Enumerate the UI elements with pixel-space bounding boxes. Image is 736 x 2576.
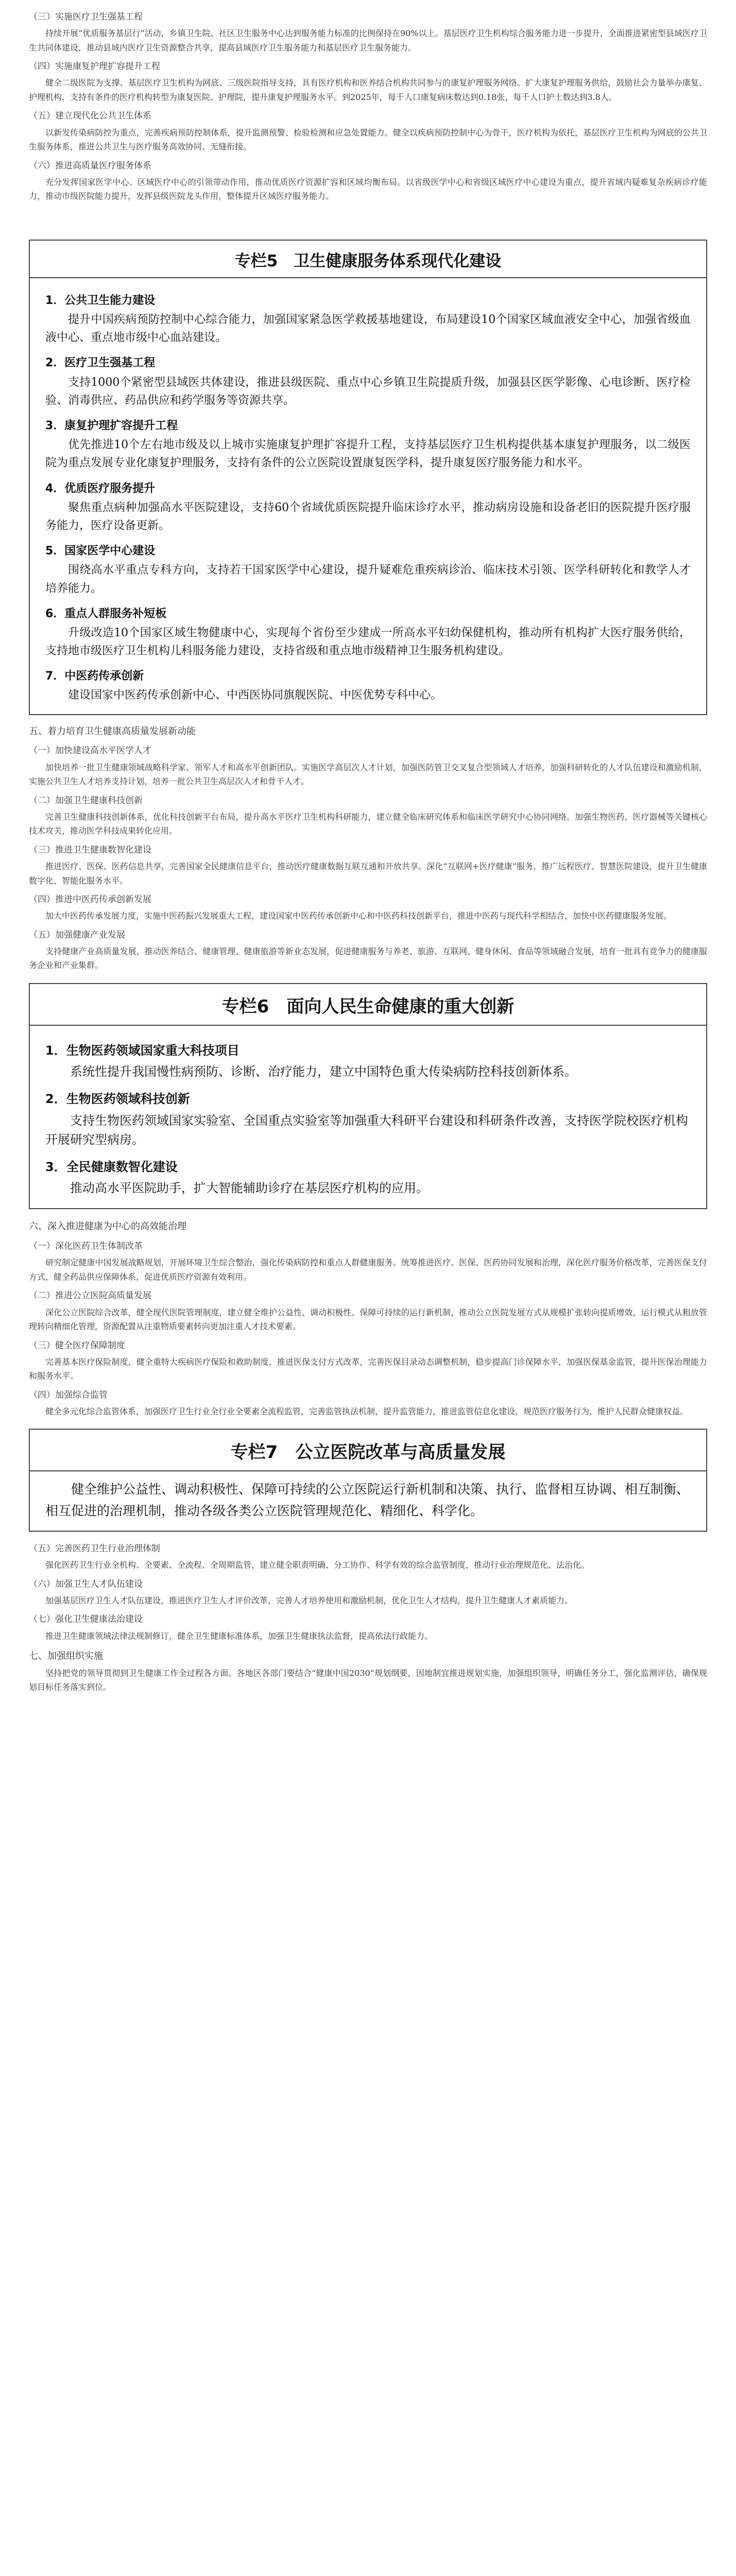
section-heading: （三）健全医疗保障制度: [29, 1340, 125, 1351]
section-heading: （六）加强卫生人才队伍建设: [29, 1579, 143, 1589]
body-paragraph: 深化公立医院综合改革，健全现代医院管理制度，建立健全维护公益性、调动积极性、保障可持续的运行新机制，推动公立医院发展方式从规模扩张转向提质增效，运行模式从粗放管理转向精细化管理，资源配置从注重物质要素转向更加注重人才技术要素。: [29, 1307, 707, 1332]
column-item-text: 推动高水平医院助手，扩大智能辅助诊疗在基层医疗机构的应用。: [70, 1181, 429, 1196]
body-paragraph: 强化医药卫生行业全机构、全要素、全流程、全周期监管，建立健全职责明确、分工协作、科学有效的综合监管制度，推动行业治理规范化、法治化。: [45, 1560, 590, 1570]
column-box-6-body: [30, 1026, 706, 1208]
body-paragraph: 加强基层医疗卫生人才队伍建设，推进医疗卫生人才评价改革，完善人才培养使用和激励机制，优化卫生人才结构，提升卫生健康人才素质能力。: [45, 1595, 573, 1605]
section-heading: （三）实施医疗卫生强基工程: [29, 12, 143, 22]
section-heading: （六）推进高质量医疗服务体系: [29, 160, 151, 171]
column-item-title: 3．全民健康数智化建设: [45, 1159, 178, 1174]
section-heading: （七）强化卫生健康法治建设: [29, 1614, 143, 1625]
column-item-text: 围绕高水平重点专科方向，支持若干国家医学中心建设，提升疑难危重疾病诊治、临床技术引领、医学科研转化和教学人才培养能力。: [45, 564, 691, 595]
section-heading: （五）加强健康产业发展: [29, 929, 125, 940]
section-heading: （四）实施康复护理扩容提升工程: [29, 61, 160, 72]
section-heading: （二）加强卫生健康科技创新: [29, 795, 143, 806]
section-group-mid: [29, 724, 707, 973]
column-item-title: 2．医疗卫生强基工程: [45, 357, 156, 370]
column-item-text: 提升中国疾病预防控制中心综合能力，加强国家紧急医学救援基地建设，布局建设10个国家区域血液安全中心，加强省级血液中心、重点地市级中心血站建设。: [45, 313, 691, 345]
section-heading: 六、深入推进健康为中心的高效能治理: [29, 1221, 186, 1232]
column-box-6-title: 专栏6 面向人民生命健康的重大创新: [30, 984, 706, 1026]
body-paragraph: 加大中医药传承发展力度，实施中医药振兴发展重大工程，建设国家中医药传承创新中心和中医药科技创新平台，推进中医药与现代科学相结合，加快中医药健康服务发展。: [45, 911, 672, 921]
body-paragraph: 健全二级医院为支撑、基层医疗卫生机构为网底、三级医院指导支持，具有医疗机构和医养结合机构共同参与的康复护理服务网络。扩大康复护理服务供给，鼓励社会力量举办康复、护理机构，支持有条件的医疗机构转型为康复医院、护理院，提升康复护理服务水平。到2025年，每千人口康复病床数达到0.18张，每千人口护士数达到3.8人。: [29, 78, 707, 102]
column-item-title: 6．重点人群服务补短板: [45, 607, 167, 620]
column-box-6: [29, 983, 707, 1209]
column-item-title: 4．优质医疗服务提升: [45, 482, 156, 495]
body-paragraph: 健全多元化综合监管体系，加强医疗卫生行业全行业全要素全流程监管，完善监管执法机制，提升监管能力，推进监管信息化建设，规范医疗服务行为，维护人民群众健康权益。: [45, 1406, 689, 1416]
column-item-text: 建设国家中医药传承创新中心、中西医协同旗舰医院、中医优势专科中心。: [68, 689, 442, 702]
column-item-text: 支持1000个紧密型县域医共体建设，推进县级医院、重点中心乡镇卫生院提质升级，加强县区医学影像、心电诊断、医疗检验、消毒供应、药品供应和药学服务等资源共享。: [45, 376, 691, 407]
column-item-text: 聚焦重点病种加强高水平医院建设，支持60个省域优质医院提升临床诊疗水平，推动病房设施和设备老旧的医院提升医疗服务能力，医疗设备更新。: [45, 501, 691, 532]
column-item-title: 1．生物医药领域国家重大科技项目: [45, 1043, 239, 1058]
section-heading: （五）建立现代化公共卫生体系: [29, 111, 151, 122]
column-item-text: 系统性提升我国慢性病预防、诊断、治疗能力，建立中国特色重大传染病防控科技创新体系。: [70, 1064, 577, 1079]
body-paragraph: 完善基本医疗保险制度，健全重特大疾病医疗保险和救助制度，推进医保支付方式改革，完善医保目录动态调整机制，稳步提高门诊保障水平，加强医保基金监管，提升医保治理能力和服务水平。: [29, 1357, 707, 1381]
body-paragraph: 坚持把党的领导贯彻到卫生健康工作全过程各方面。各地区各部门要结合“健康中国2030”规划纲要，因地制宜推进规划实施，加强组织领导，明确任务分工，强化监测评估，确保规划目标任务落实到位。: [29, 1668, 707, 1692]
column-item-title: 7．中医药传承创新: [45, 670, 144, 683]
column-box-7-text: 健全维护公益性、调动积极性、保障可持续的公立医院运行新机制和决策、执行、监督相互协调、相互制衡、相互促进的治理机制，推动各级各类公立医院管理规范化、精细化、科学化。: [45, 1482, 690, 1518]
section-group-top: [29, 10, 707, 204]
column-item-text: 优先推进10个左右地市级及以上城市实施康复护理扩容提升工程，支持基层医疗卫生机构提供基本康复护理服务，以二级医院为重点发展专业化康复护理服务，支持有条件的公立医院设置康复医学科，提升康复医疗服务能力和水平。: [45, 438, 691, 470]
column-item-title: 3．康复护理扩容提升工程: [45, 419, 178, 432]
column-box-7-title: 专栏7 公立医院改革与高质量发展: [30, 1430, 706, 1471]
body-paragraph: 推进卫生健康领域法律法规制修订，健全卫生健康标准体系，加强卫生健康执法监督，提高依法行政能力。: [45, 1631, 433, 1641]
body-paragraph: 充分发挥国家医学中心、区域医疗中心的引领带动作用，推动优质医疗资源扩容和区域均衡布局。以省级医学中心和省级区域医疗中心建设为重点，提升省域内疑难复杂疾病诊疗能力，推动市级医院能力提升，发挥县级医院龙头作用，整体提升区域医疗服务能力。: [29, 177, 707, 201]
body-paragraph: 持续开展“优质服务基层行”活动，乡镇卫生院、社区卫生服务中心达到服务能力标准的比例保持在90%以上。基层医疗卫生机构综合服务能力进一步提升，全面推进紧密型县域医疗卫生共同体建设，推动县域内医疗卫生资源整合共享，提高县域医疗卫生服务能力和基层医疗卫生服务能力。: [29, 28, 707, 53]
section-heading: （二）推进公立医院高质量发展: [29, 1291, 151, 1301]
body-paragraph: 推进医疗、医保、医药信息共享，完善国家全民健康信息平台，推动医疗健康数据互联互通和开放共享。深化“互联网+医疗健康”服务，推广远程医疗、智慧医院建设，提升卫生健康数字化、智能化服务水平。: [29, 861, 707, 886]
column-item-text: 升级改造10个国家区域生物健康中心，实现每个省份至少建成一所高水平妇幼保健机构，推动所有机构扩大医疗服务供给，支持地市级医疗卫生机构儿科服务能力建设，支持省级和重点地市级精神卫生服务机构建设。: [45, 626, 691, 658]
section-heading: （三）推进卫生健康数智化建设: [29, 844, 151, 855]
body-paragraph: 以新发传染病防控为重点，完善疾病预防控制体系，提升监测预警、检验检测和应急处置能力。健全以疾病预防控制中心为骨干，医疗机构为依托，基层医疗卫生机构为网底的公共卫生服务体系，推进公共卫生与医疗服务高效协同、无缝衔接。: [29, 127, 707, 152]
section-heading: （一）深化医药卫生体制改革: [29, 1241, 143, 1252]
body-paragraph: 研究制定健康中国发展战略规划，开展环境卫生综合整治，强化传染病防控和重点人群健康服务。统筹推进医疗、医保、医药协同发展和治理，深化医疗服务价格改革，完善医保支付方式，健全药品供应保障体系，促进优质医疗资源有效利用。: [29, 1258, 707, 1282]
section-heading: （一）加快建设高水平医学人才: [29, 745, 151, 756]
section-heading: （四）推进中医药传承创新发展: [29, 894, 151, 905]
section-heading: 五、着力培育卫生健康高质量发展新动能: [29, 725, 196, 737]
column-box-7: [29, 1429, 707, 1532]
spacer: [29, 207, 707, 230]
column-item-title: 5．国家医学中心建设: [45, 545, 156, 558]
body-paragraph: 支持健康产业高质量发展，推动医养结合、健康管理、健康旅游等新业态发展，促进健康服务与养老、旅游、互联网、健身休闲、食品等领域融合发展，培育一批具有竞争力的健康服务企业和产业集群。: [29, 946, 707, 971]
section-heading: 七、加强组织实施: [29, 1651, 103, 1662]
section-group-low: [29, 1219, 707, 1418]
section-heading: （五）完善医药卫生行业治理体制: [29, 1543, 160, 1554]
column-box-5-title: 专栏5 卫生健康服务体系现代化建设: [30, 241, 706, 278]
section-heading: （四）加强综合监管: [29, 1389, 108, 1400]
column-item-title: 1．公共卫生能力建设: [45, 294, 156, 307]
section-group-tail: [29, 1542, 707, 1694]
column-box-5: [29, 240, 707, 715]
column-item-title: 2．生物医药领域科技创新: [45, 1092, 190, 1107]
body-paragraph: 完善卫生健康科技创新体系，优化科技创新平台布局，提升高水平医疗卫生机构科研能力，建立健全临床研究体系和临床医学研究中心协同网络。加强生物医药、医疗器械等关键核心技术攻关，推动医学科技成果转化应用。: [29, 811, 707, 836]
column-box-5-body: [30, 278, 706, 714]
body-paragraph: 加快培养一批卫生健康领域战略科学家、领军人才和高水平创新团队。实施医学高层次人才计划，加强医防管卫交叉复合型领域人才培养，加强科研转化的人才队伍建设和激励机制，实施公共卫生人才培养支持计划，培养一批公共卫生高层次人才和骨干人才。: [29, 762, 707, 787]
column-item-text: 支持生物医药领域国家实验室、全国重点实验室等加强重大科研平台建设和科研条件改善，支持医学院校医疗机构开展研究型病房。: [45, 1113, 688, 1147]
document-content: [29, 5, 707, 1698]
